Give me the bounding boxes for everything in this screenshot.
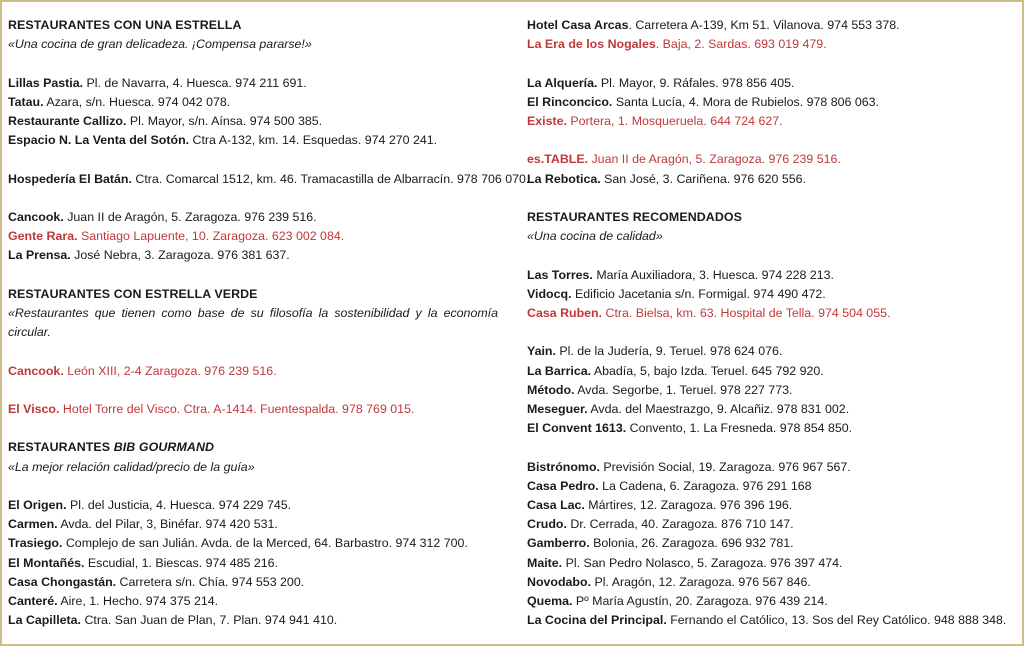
restaurant-name: La Rebotica. [527, 171, 601, 186]
restaurant-entry [527, 554, 1017, 573]
restaurant-name: La Era de los Nogales [527, 37, 656, 52]
restaurant-name: Gente Rara. [8, 229, 78, 244]
section-heading-recommended: RESTAURANTES RECOMENDADOS [527, 209, 742, 224]
restaurant-detail: Pl. Mayor, s/n. Aínsa. 974 500 385. [126, 114, 323, 128]
restaurant-entry [527, 342, 1017, 361]
restaurant-detail: Carretera s/n. Chía. 974 553 200. [116, 574, 305, 589]
restaurant-entry-new [527, 150, 1017, 169]
restaurant-detail: María Auxiliadora, 3. Huesca. 974 228 213. [592, 267, 834, 282]
restaurant-entry [527, 592, 1017, 611]
restaurant-detail: Juan II de Aragón, 5. Zaragoza. 976 239 516. [63, 209, 317, 224]
restaurant-name: Lillas Pastia. [8, 75, 84, 90]
restaurant-entry [8, 93, 508, 112]
restaurant-entry [527, 381, 1017, 400]
restaurant-entry [527, 16, 1017, 35]
restaurant-detail: José Nebra, 3. Zaragoza. 976 381 637. [70, 248, 290, 263]
restaurant-entry [527, 477, 1017, 496]
restaurant-name: Casa Chongastán. [8, 574, 117, 589]
section-subtitle-one-star: «Una cocina de gran delicadeza. ¡Compensa pararse!» [8, 37, 312, 52]
restaurant-detail: Pl. San Pedro Nolasco, 5. Zaragoza. 976 397 474. [562, 555, 843, 570]
restaurant-name: El Visco. [8, 401, 60, 416]
restaurant-entry [527, 515, 1017, 534]
restaurant-name: Carmen. [8, 517, 58, 532]
restaurant-entry [8, 573, 508, 592]
restaurant-entry [8, 496, 508, 515]
restaurant-entry [527, 93, 1017, 112]
restaurant-detail: Santa Lucía, 4. Mora de Rubielos. 978 806 063. [612, 94, 879, 109]
restaurant-detail: Bolonia, 26. Zaragoza. 696 932 781. [589, 536, 794, 551]
restaurant-detail: Abadía, 5, bajo Izda. Teruel. 645 792 920. [591, 363, 824, 378]
left-column [8, 16, 530, 630]
restaurant-entry [8, 592, 508, 611]
restaurant-name: El Montañés. [8, 555, 85, 570]
restaurant-detail: Ctra. Bielsa, km. 63. Hospital de Tella. 974 504 055. [602, 305, 891, 320]
restaurant-name: Crudo. [527, 517, 567, 532]
restaurant-detail: Pl. de Navarra, 4. Huesca. 974 211 691. [83, 75, 307, 90]
restaurant-entry-new [527, 112, 1017, 131]
restaurant-entry-new [8, 227, 508, 246]
restaurant-entry [8, 170, 530, 189]
restaurant-entry [8, 515, 508, 534]
restaurant-detail: Complejo de san Julián. Avda. de la Merced, 64. Barbastro. 974 312 700. [62, 536, 468, 551]
restaurant-entry [8, 74, 508, 93]
restaurant-name: La Prensa. [8, 248, 71, 263]
restaurant-name: La Alquería. [527, 75, 598, 90]
restaurant-detail: Aire, 1. Hecho. 974 375 214. [57, 593, 219, 608]
restaurant-entry [527, 266, 1017, 285]
section-heading-bib-gourmand: RESTAURANTES BIB GOURMAND [8, 440, 215, 455]
restaurant-entry [8, 611, 508, 630]
restaurant-name: Vidocq. [527, 286, 572, 301]
restaurant-entry [8, 131, 508, 150]
restaurant-name: Tatau. [8, 94, 44, 109]
restaurant-name: Yain. [527, 344, 556, 359]
restaurant-name: Bistrónomo. [527, 459, 600, 474]
restaurant-name: Existe. [527, 114, 567, 128]
restaurant-detail: Ctra. San Juan de Plan, 7. Plan. 974 941 410. [81, 613, 338, 628]
restaurant-detail: Pl. Aragón, 12. Zaragoza. 976 567 846. [591, 574, 811, 589]
restaurant-detail: . Baja, 2. Sardas. 693 019 479. [655, 37, 827, 52]
restaurant-detail: Avda. del Maestrazgo, 9. Alcañiz. 978 831 002. [587, 401, 850, 416]
restaurant-name: Las Torres. [527, 267, 593, 282]
restaurant-name: El Convent 1613. [527, 421, 627, 436]
restaurant-entry [8, 208, 508, 227]
restaurant-detail: Avda. Segorbe, 1. Teruel. 978 227 773. [574, 382, 793, 397]
restaurant-name: Restaurante Callizo. [8, 114, 127, 128]
restaurant-entry [8, 246, 508, 265]
restaurant-detail: Pl. del Justicia, 4. Huesca. 974 229 745. [66, 497, 292, 512]
restaurant-detail: Dr. Cerrada, 40. Zaragoza. 876 710 147. [566, 517, 794, 532]
restaurant-entry [527, 534, 1017, 553]
restaurant-name: El Origen. [8, 497, 67, 512]
restaurant-entry [527, 170, 1017, 189]
restaurant-name: Casa Pedro. [527, 478, 599, 493]
restaurant-detail: Fernando el Católico, 13. Sos del Rey Católico. 948 888 348. [666, 613, 1007, 628]
restaurant-name: es.TABLE. [527, 152, 589, 167]
restaurant-detail: Santiago Lapuente, 10. Zaragoza. 623 002 084. [77, 229, 345, 244]
restaurant-detail: Ctra. Comarcal 1512, km. 46. Tramacastilla de Albarracín. 978 706 070. [131, 171, 530, 186]
restaurant-name: Cancook. [8, 363, 64, 378]
restaurant-name: Casa Lac. [527, 497, 585, 512]
restaurant-detail: Pl. de la Judería, 9. Teruel. 978 624 076. [555, 344, 783, 359]
section-subtitle-green-star: «Restaurantes que tienen como base de su filosofía la sostenibilidad y la economía circular. [8, 305, 498, 340]
restaurant-name: Canteré. [8, 593, 58, 608]
restaurant-name: Casa Ruben. [527, 305, 603, 320]
restaurant-entry [527, 285, 1017, 304]
restaurant-name: Gamberro. [527, 536, 590, 551]
restaurant-name: Cancook. [8, 209, 64, 224]
restaurant-detail: Avda. del Pilar, 3, Binéfar. 974 420 531. [57, 517, 278, 532]
restaurant-name: Espacio N. La Venta del Sotón. [8, 133, 190, 148]
restaurant-name: La Cocina del Principal. [527, 613, 667, 628]
restaurant-entry [8, 554, 508, 573]
restaurant-name: Novodabo. [527, 574, 592, 589]
restaurant-detail: La Cadena, 6. Zaragoza. 976 291 168 [598, 478, 812, 493]
restaurant-name: El Rinconcico. [527, 94, 613, 109]
restaurant-name: Método. [527, 382, 575, 397]
restaurant-detail: Juan II de Aragón, 5. Zaragoza. 976 239 516. [588, 152, 841, 167]
restaurant-name: Hospedería El Batán. [8, 171, 132, 186]
restaurant-detail: Edificio Jacetania s/n. Formigal. 974 490 472. [571, 286, 826, 301]
restaurant-entry [527, 74, 1017, 93]
restaurant-detail: Portera, 1. Mosqueruela. 644 724 627. [566, 114, 783, 128]
restaurant-detail: . Carretera A-139, Km 51. Vilanova. 974 553 378. [628, 18, 900, 32]
restaurant-detail: Previsión Social, 19. Zaragoza. 976 967 567. [599, 459, 851, 474]
restaurant-entry [527, 573, 1017, 592]
restaurant-entry [8, 112, 508, 131]
restaurant-name: Trasiego. [8, 536, 63, 551]
restaurant-detail: Escudial, 1. Biescas. 974 485 216. [84, 555, 278, 570]
restaurant-entry-new [527, 304, 1017, 323]
right-column [527, 16, 1017, 630]
section-heading-green-star: RESTAURANTES CON ESTRELLA VERDE [8, 286, 258, 301]
restaurant-detail: Azara, s/n. Huesca. 974 042 078. [43, 94, 231, 109]
restaurant-detail: León XIII, 2-4 Zaragoza. 976 239 516. [63, 363, 277, 378]
restaurant-detail: Convento, 1. La Fresneda. 978 854 850. [626, 421, 853, 436]
restaurant-detail: Mártires, 12. Zaragoza. 976 396 196. [584, 497, 793, 512]
bib-gourmand-label: BIB GOURMAND [113, 440, 215, 455]
restaurant-entry [527, 419, 1017, 438]
section-heading-one-star: RESTAURANTES CON UNA ESTRELLA [8, 18, 242, 32]
section-subtitle-recommended: «Una cocina de calidad» [527, 229, 663, 244]
restaurant-entry [527, 611, 1017, 630]
restaurant-entry [8, 534, 508, 553]
restaurant-detail: Hotel Torre del Visco. Ctra. A-1414. Fuentespalda. 978 769 015. [59, 401, 415, 416]
restaurant-name: Maite. [527, 555, 563, 570]
restaurant-name: Hotel Casa Arcas [527, 18, 629, 32]
restaurant-entry [527, 362, 1017, 381]
restaurant-entry [527, 458, 1017, 477]
restaurant-name: La Barrica. [527, 363, 592, 378]
restaurant-detail: San José, 3. Cariñena. 976 620 556. [600, 171, 806, 186]
restaurant-detail: Ctra A-132, km. 14. Esquedas. 974 270 241. [189, 133, 438, 148]
section-subtitle-bib-gourmand: «La mejor relación calidad/precio de la guía» [8, 459, 255, 474]
restaurant-entry-new [8, 400, 508, 419]
restaurant-entry [527, 496, 1017, 515]
restaurant-entry-new [8, 362, 508, 381]
restaurant-name: Meseguer. [527, 401, 588, 416]
restaurant-entry-new [527, 35, 1017, 54]
restaurant-entry [527, 400, 1017, 419]
restaurant-detail: Pº María Agustín, 20. Zaragoza. 976 439 214. [572, 594, 828, 608]
restaurant-name: La Capilleta. [8, 613, 81, 628]
restaurant-name: Quema. [527, 594, 573, 608]
restaurant-detail: Pl. Mayor, 9. Ráfales. 978 856 405. [597, 75, 795, 90]
